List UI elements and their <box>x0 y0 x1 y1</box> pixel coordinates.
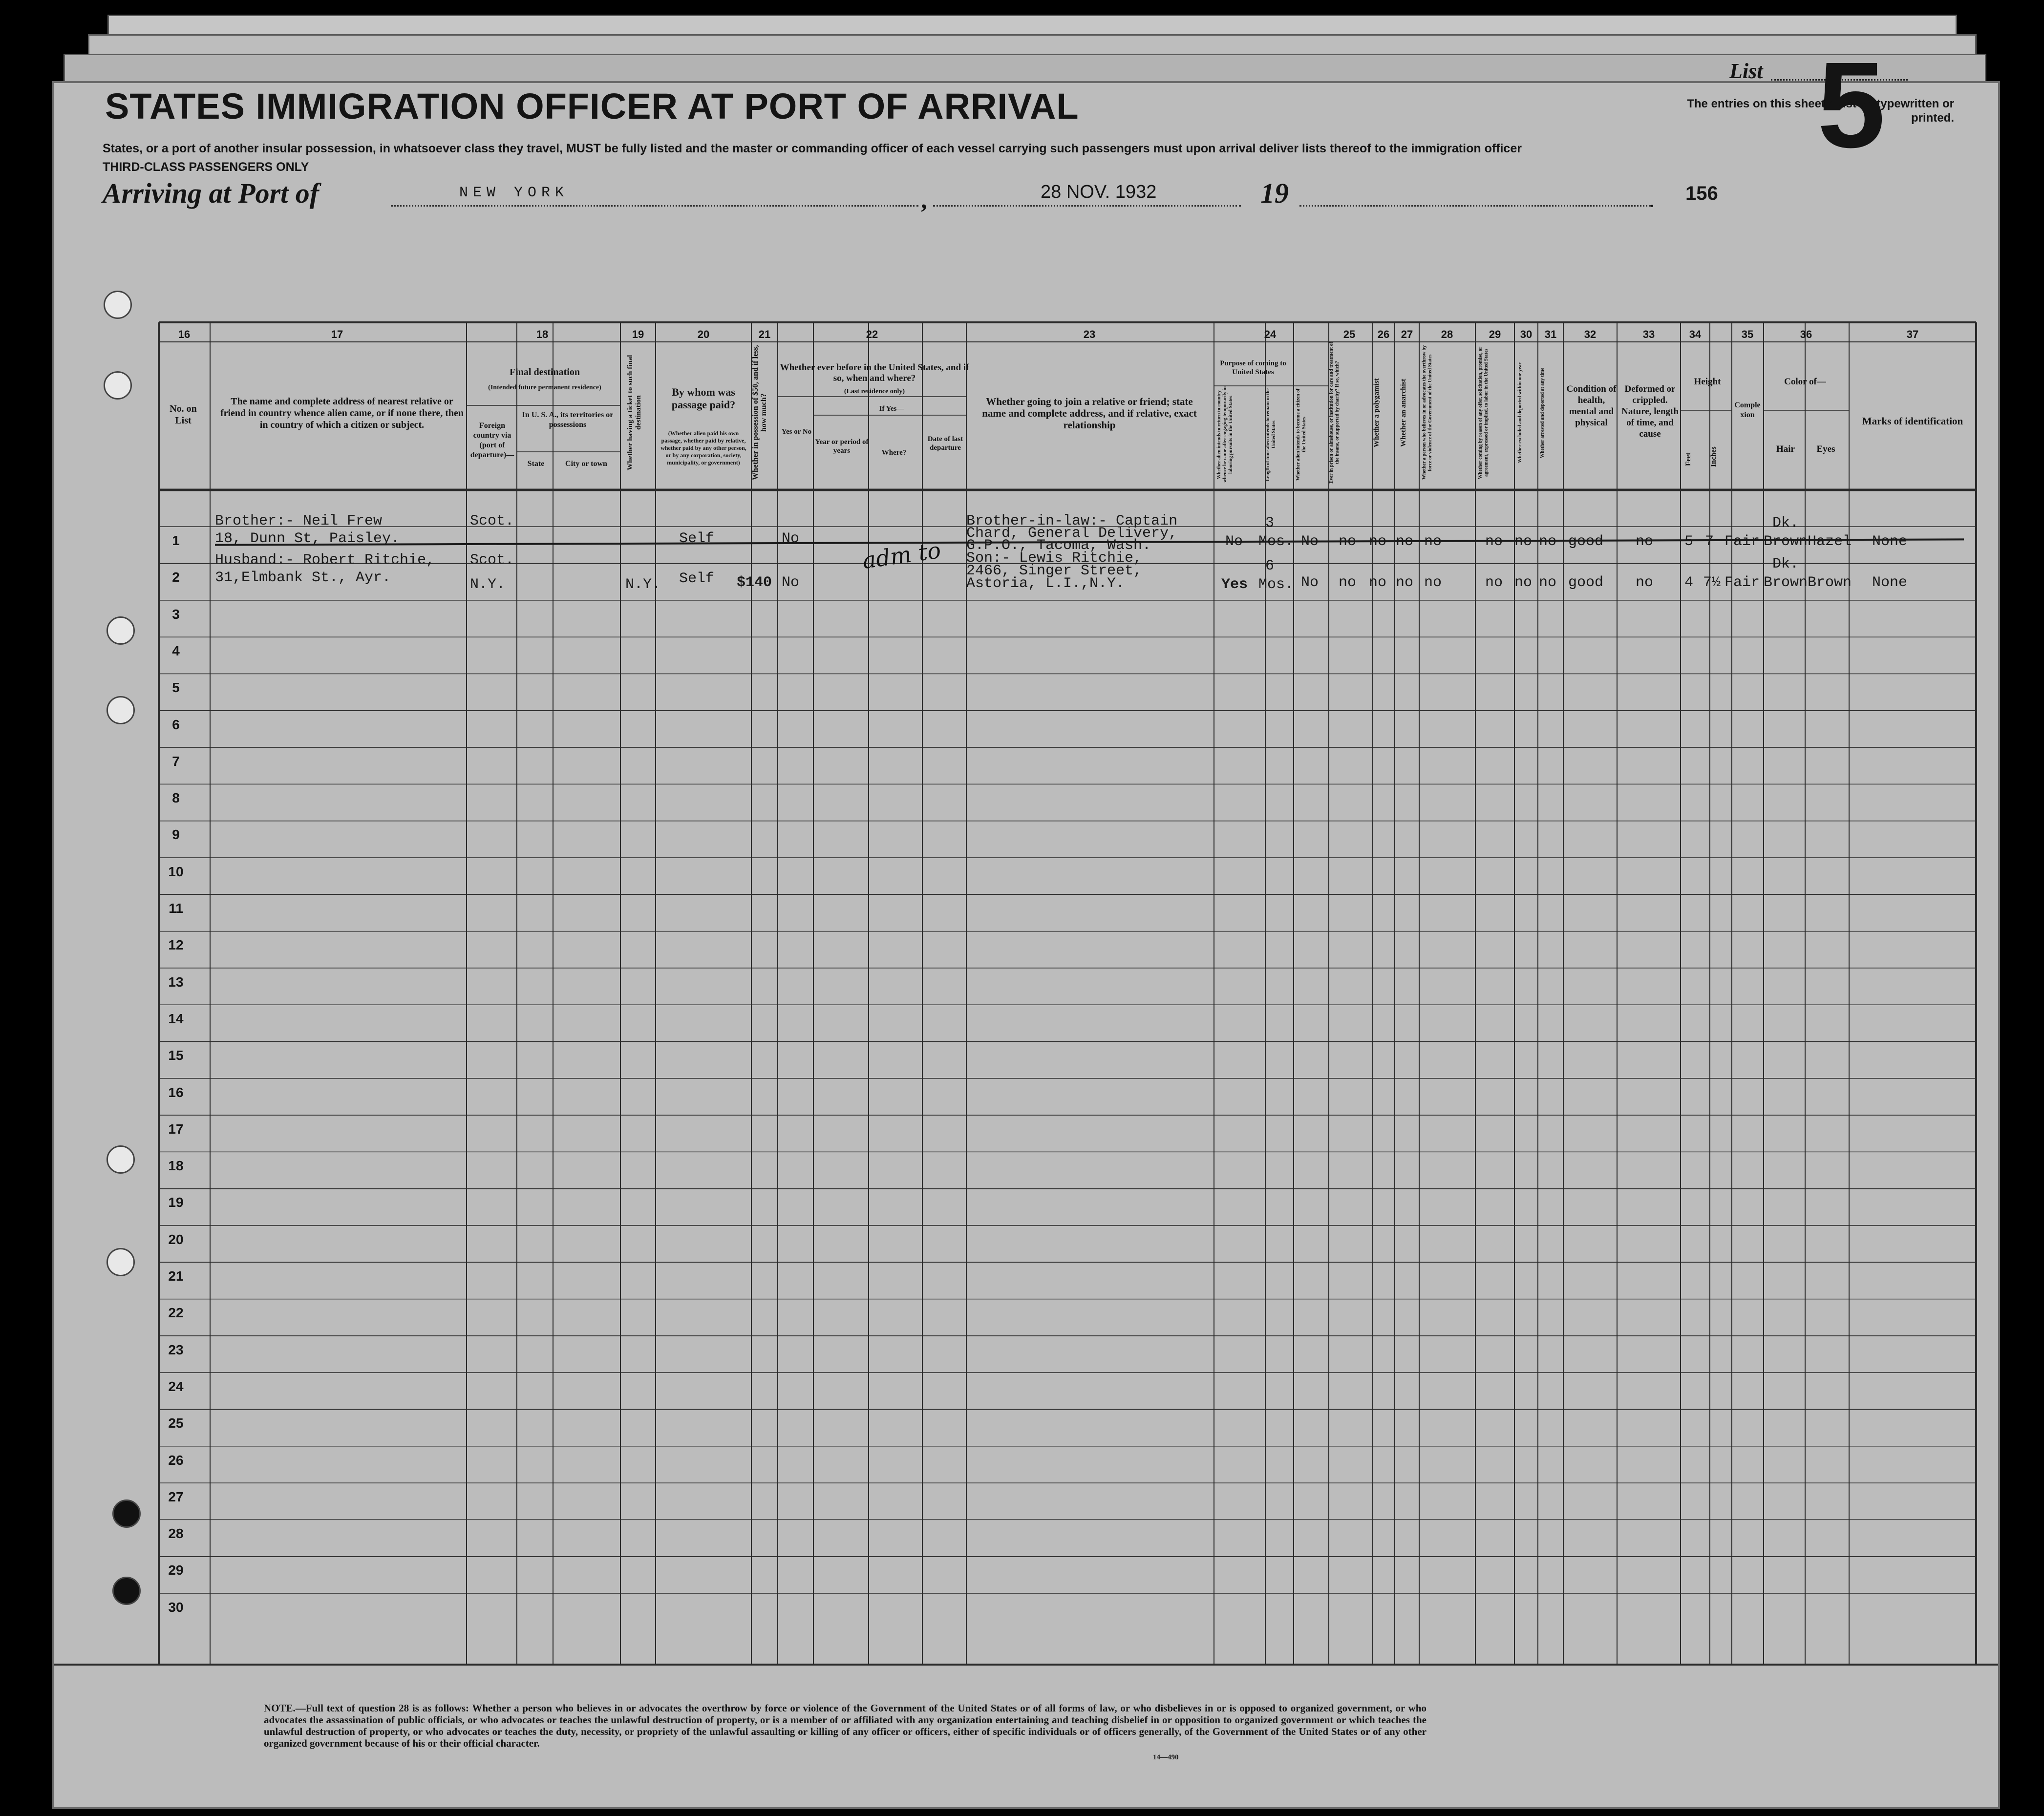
row2-polygamist: no <box>1369 574 1387 591</box>
header-health: Condition of health, mental and physical <box>1566 384 1617 428</box>
row-number: 5 <box>172 680 180 696</box>
row2-hair: Brown <box>1764 574 1808 591</box>
column-number: 28 <box>1441 328 1453 340</box>
header-last-residence: (Last residence only) <box>844 388 905 395</box>
header-inches: Inches <box>1710 446 1718 467</box>
row-number: 27 <box>168 1489 184 1504</box>
row1-excluded: no <box>1514 533 1533 550</box>
row-number: 2 <box>172 570 180 585</box>
row1-feet: 5 <box>1684 533 1694 550</box>
row-number: 14 <box>168 1011 184 1026</box>
row2-joining-line3: Astoria, L.I.,N.Y. <box>966 575 1125 592</box>
row-number: 24 <box>168 1378 184 1394</box>
column-number: 22 <box>866 328 878 340</box>
header-no-on-list: No. on List <box>170 403 197 426</box>
row-number: 26 <box>168 1452 184 1468</box>
comma: , <box>921 186 927 213</box>
class-line: THIRD-CLASS PASSENGERS ONLY <box>103 160 309 174</box>
header-year-period: Year or period of years <box>815 438 869 455</box>
row1-joining-line2: Chard, General Delivery, <box>966 525 1178 542</box>
row1-complexion: Fair <box>1725 533 1760 550</box>
row1-length-top: 3 <box>1265 515 1275 531</box>
header-marks: Marks of identification <box>1862 415 1963 427</box>
list-label: List <box>1729 59 1763 83</box>
row-number: 4 <box>172 643 180 658</box>
row-number: 7 <box>172 753 180 769</box>
row1-return-intent: No <box>1225 533 1243 550</box>
header-yes-or-no: Yes or No <box>781 428 812 436</box>
column-number: 36 <box>1800 328 1812 340</box>
column-number: 33 <box>1642 328 1655 340</box>
date-stamp: 28 NOV. 1932 <box>1041 182 1157 202</box>
row2-feet: 4 <box>1684 574 1694 591</box>
row-number: 8 <box>172 790 180 806</box>
row-number: 30 <box>168 1599 184 1615</box>
row-number: 20 <box>168 1231 184 1247</box>
row-number: 16 <box>168 1084 184 1100</box>
form-code: 14—490 <box>1153 1753 1179 1761</box>
header-citizen-intent: Whether alien intends to become a citizen of the United States <box>1296 388 1307 481</box>
column-number: 18 <box>536 328 549 340</box>
header-feet: Feet <box>1684 452 1692 466</box>
row1-overthrow: no <box>1424 533 1442 550</box>
row2-complexion: Fair <box>1725 574 1760 591</box>
row2-anarchist: no <box>1396 574 1414 591</box>
header-return-intent: Whether alien intends to return to country whence he came after engaging temporarily in laboring pursuits in the United States <box>1216 386 1234 483</box>
row-number: 29 <box>168 1563 184 1578</box>
row1-prison: no <box>1339 533 1357 550</box>
row-number: 6 <box>172 717 180 732</box>
row-number: 22 <box>168 1305 184 1321</box>
row-number: 3 <box>172 606 180 622</box>
row2-money: $140 <box>737 574 772 591</box>
row1-relative-line1: Brother:- Neil Frew <box>215 513 383 529</box>
row-number: 12 <box>168 937 184 953</box>
row-number: 11 <box>169 901 183 916</box>
row1-eyes: Hazel <box>1808 533 1852 550</box>
year-prefix: 19 <box>1260 177 1289 209</box>
column-number: 35 <box>1741 328 1754 340</box>
row1-labor-offer: no <box>1485 533 1503 550</box>
row1-inches: 7 <box>1705 533 1714 550</box>
port-value: NEW YORK <box>459 185 569 201</box>
row-number: 19 <box>168 1195 184 1210</box>
column-number: 32 <box>1584 328 1597 340</box>
column-number: 27 <box>1401 328 1413 340</box>
row2-ticket: N.Y. <box>625 576 661 593</box>
header-excluded: Whether excluded and deported within one year <box>1517 362 1523 463</box>
row1-marks: None <box>1872 533 1908 550</box>
row2-inches: 7½ <box>1703 574 1721 591</box>
row1-paid-by: Self <box>679 530 715 547</box>
row1-hair-top: Dk. <box>1772 515 1799 531</box>
row1-polygamist: no <box>1369 533 1387 550</box>
row2-state: N.Y. <box>470 576 506 593</box>
row2-length-top: 6 <box>1265 558 1275 574</box>
row2-deported: no <box>1539 574 1557 591</box>
row-number: 21 <box>168 1268 184 1284</box>
row2-relative-line2: 31,Elmbank St., Ayr. <box>215 570 391 586</box>
header-polygamist: Whether a polygamist <box>1373 378 1381 447</box>
row2-citizen: No <box>1301 574 1319 591</box>
row1-in-us-before: No <box>782 530 800 547</box>
row2-length-bottom: Mos. <box>1258 576 1294 593</box>
row2-relative-line1: Husband:- Robert Ritchie, <box>215 552 435 569</box>
header-city: City or town <box>565 460 607 468</box>
column-number: 16 <box>178 328 191 340</box>
page-number: 156 <box>1685 183 1718 204</box>
row1-health: good <box>1568 533 1604 550</box>
row-number: 13 <box>168 974 184 990</box>
column-number: 34 <box>1689 328 1702 340</box>
column-number: 31 <box>1544 328 1557 340</box>
row2-return-intent: Yes <box>1221 576 1248 593</box>
header-passage-paid: By whom was passage paid? <box>671 386 736 411</box>
row-number: 23 <box>168 1342 184 1357</box>
row-number: 9 <box>172 827 180 843</box>
row-number: 1 <box>172 533 180 548</box>
header-if-yes: If Yes— <box>879 405 904 413</box>
row1-joining-line3: G.P.O., Tacoma, Wash. <box>966 537 1151 554</box>
row1-deported: no <box>1539 533 1557 550</box>
row1-length-bottom: Mos. <box>1258 533 1294 550</box>
row1-relative-line2: 18, Dunn St, Paisley. <box>215 530 400 547</box>
list-number: 5 <box>1817 37 1886 173</box>
column-number: 19 <box>632 328 644 340</box>
header-final-destination: Final destination <box>510 367 580 378</box>
column-number: 21 <box>758 328 771 340</box>
row1-joining-line1: Brother-in-law:- Captain <box>966 513 1178 529</box>
column-number: 20 <box>697 328 710 340</box>
row2-foreign-country: Scot. <box>470 552 514 569</box>
row1-hair: Brown <box>1764 533 1808 550</box>
header-last-departure: Date of last departure <box>927 435 963 452</box>
row1-deformed: no <box>1636 533 1654 550</box>
header-complexion: Complexion <box>1734 401 1761 419</box>
header-ticket: Whether having a ticket to such final destination <box>626 355 642 471</box>
column-number: 24 <box>1264 328 1277 340</box>
header-final-destination-sub: (Intended future permanent residence) <box>488 384 601 391</box>
row2-in-us-before: No <box>782 574 800 591</box>
row1-citizen: No <box>1301 533 1319 550</box>
header-joining-relative: Whether going to join a relative or friend; state name and complete address, and if relative, exact relationship <box>982 396 1197 431</box>
header-nearest-relative: The name and complete address of nearest relative or friend in country whence alien came, or if none there, then in country of which a citizen or subject. <box>220 396 464 430</box>
column-number: 30 <box>1520 328 1533 340</box>
column-number: 17 <box>331 328 343 340</box>
row2-excluded: no <box>1514 574 1533 591</box>
column-number: 23 <box>1083 328 1096 340</box>
header-passage-paid-sub: (Whether alien paid his own passage, whether paid by relative, whether paid by any other person, or by any corporation, society, municipality, or government) <box>660 430 746 466</box>
row2-overthrow: no <box>1424 574 1442 591</box>
row2-marks: None <box>1872 574 1908 591</box>
header-eyes: Eyes <box>1816 444 1835 454</box>
header-in-usa: In U. S. A., its territories or possessions <box>522 411 614 429</box>
column-number: 25 <box>1343 328 1356 340</box>
header-length-of-stay: Length of time alien intends to remain in the United States <box>1265 388 1277 481</box>
column-number: 26 <box>1377 328 1390 340</box>
header-color-of: Color of— <box>1784 377 1826 387</box>
row2-hair-top: Dk. <box>1772 556 1799 572</box>
row2-joining-line2: 2466, Singer Street, <box>966 563 1143 579</box>
header-labor-offer: Whether coming by reason of any offer, solicitation, promise, or agreement, expressed or implied, to labor in the United States <box>1478 346 1489 479</box>
header-height: Height <box>1694 377 1721 387</box>
row-number: 25 <box>168 1415 184 1431</box>
row2-eyes: Brown <box>1808 574 1852 591</box>
row1-foreign-country: Scot. <box>470 513 514 529</box>
form-instruction: States, or a port of another insular possession, in whatsoever class they travel, MUST be fully listed and the master or commanding officer of each vessel carrying such passengers must upon arrival deliver lists thereof to the immigration officer <box>103 142 1522 155</box>
header-anarchist: Whether an anarchist <box>1400 379 1407 447</box>
row1-anarchist: no <box>1396 533 1414 550</box>
form-title: STATES IMMIGRATION OFFICER AT PORT OF ARRIVAL <box>105 86 1079 127</box>
row2-handwritten-note: adm to <box>861 537 943 574</box>
row-number: 18 <box>168 1158 184 1174</box>
row2-paid-by: Self <box>679 570 715 587</box>
row2-deformed: no <box>1636 574 1654 591</box>
row-number: 10 <box>168 864 184 879</box>
row2-labor-offer: no <box>1485 574 1503 591</box>
list-note: The entries on this sheet must be typewritten or printed. <box>1687 97 1954 125</box>
header-state: State <box>527 460 545 468</box>
row2-health: good <box>1568 574 1604 591</box>
header-purpose: Purpose of coming to United States <box>1220 359 1286 376</box>
row-number: 17 <box>168 1121 184 1137</box>
row-number: 28 <box>168 1526 184 1541</box>
header-fifty-dollars: Whether in possession of $50, and if less, how much? <box>751 345 768 481</box>
arriving-label: Arriving at Port of <box>103 177 319 209</box>
header-overthrow: Whether a person who believes in or advocates the overthrow by force or violence of the Government of the United States <box>1422 345 1433 480</box>
column-number: 29 <box>1489 328 1501 340</box>
row-number: 15 <box>168 1048 184 1063</box>
header-where: Where? <box>881 449 907 457</box>
column-number: 37 <box>1906 328 1919 340</box>
header-hair: Hair <box>1776 444 1795 454</box>
dot: · <box>1649 195 1656 217</box>
header-ever-in-us: Whether ever before in the United States, and if so, when and where? <box>780 362 969 383</box>
header-prison: Ever in prison or almshouse, or institution for care and treatment of the insane, or supported by charity? If so, which? <box>1329 342 1340 484</box>
header-foreign-country: Foreign country via (port of departure)— <box>470 422 514 459</box>
row2-prison: no <box>1339 574 1357 591</box>
header-deported: Whether arrested and deported at any time <box>1540 367 1545 458</box>
footnote: NOTE.—Full text of question 28 is as follows: Whether a person who believes in or advocates the overthrow by force or violence of the Government of the United States or of all forms of law, or who disbelieves in or is opposed to organized government, or who advocates the assassination of public officials, or who advocates or teaches the unlawful destruction of property, or is a member of or affiliated with any organization entertaining and teaching disbelief in or opposition to organized government or which teaches the unlawful destruction of property, or who advocates or teaches the duty, necessity, or propriety of the unlawful assaulting or killing of any officer or officers, either of specific individuals or of officers generally, of the Government of the United States or of any other organized government because of his or their official character. <box>264 1702 1427 1749</box>
header-deformed: Deformed or crippled. Nature, length of time, and cause <box>1621 384 1679 439</box>
row2-joining-line1: Son:- Lewis Ritchie, <box>966 550 1143 567</box>
